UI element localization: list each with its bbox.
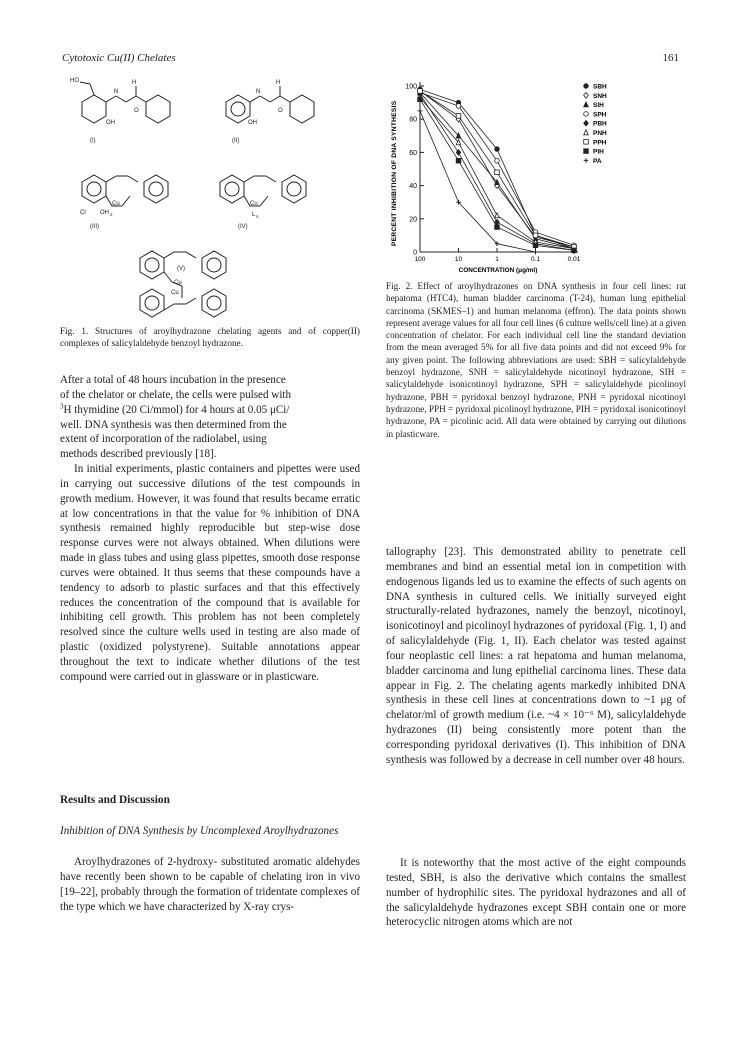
atom-ln: L — [252, 212, 256, 218]
data-point-pph — [495, 170, 500, 175]
structure-label-4: (IV) — [238, 224, 248, 230]
dna-inhibition-chart — [386, 76, 686, 276]
legend-label-pa: PA — [593, 157, 602, 165]
data-point-pih — [418, 97, 423, 102]
left-para-1-line-5: extent of incorporation of the radiolabel, using — [60, 433, 267, 446]
data-point-pa — [533, 250, 538, 255]
left-para-1-line-3 — [60, 403, 360, 418]
atom-cu: Cu — [174, 280, 182, 286]
data-point-sbh — [495, 147, 500, 152]
y-tick-label: 60 — [409, 149, 417, 157]
atom-o: O — [278, 108, 283, 114]
y-tick-label: 100 — [405, 83, 417, 91]
y-tick-label: 0 — [413, 249, 417, 257]
right-para-1: tallography [23]. This demonstrated ability to penetrate cell membranes and bind an essential metal ion in competition with endogenous ligands led us to examine the effects of such agents on DNA synthesis in cultured cells. We initially surveyed eight structurally-related hydrazones, namely the benzoyl, nicotinoyl, isonicotinoyl and picolinoyl hydrazones of pyridoxal (Fig. 1, I) and of salicylaldehyde (Fig. 1, II). Each chelator was tested against four neoplastic cell lines: a rat hepatoma and human melanoma, bladder carcinoma and lung epithelial carcinoma lines. These data appear in Fig. 2. The chelating agents markedly inhibited DNA synthesis in these cell lines at concentrations down to ~1 μg of chelator/ml of growth medium (i.e. ~4 × 10⁻⁶ M), salicylaldehyde hydrazones (II) being consistently more potent than the corresponding pyridoxal derivatives (I). This inhibition of DNA synthesis was followed by a decrease in cell number over 48 hours. — [386, 546, 686, 766]
subsection-heading: Inhibition of DNA Synthesis by Uncomplexed Aroylhydrazones — [60, 825, 339, 837]
data-point-sph — [495, 158, 500, 163]
left-para-2: In initial experiments, plastic containers and pipettes were used in carrying out successive dilutions of the test compounds in growth medium. However, it was found that results became erratic at low concentrations in that the value for % inhibition of DNA synthesis remained highly reproducible but step-wise dose response curves were not always obtained. When dilutions were made in glass tubes and using glass pipettes, smooth dose response curves were obtained. It thus seems that these compounds have a tendency to adsorb to plastic surfaces and that this effectively reduces the concentration of the compound that is available for inhibiting cell growth. This problem has not been completely resolved since the culture wells used in testing are also made of plastic (oxidized polystyrene). Suitable annotations appear throughout the text to indicate whether dilutions of the test compound were carried out in glassware or in plasticware. — [60, 463, 360, 683]
hydrogen-symbol: H — [63, 403, 72, 416]
y-tick-label: 80 — [409, 116, 417, 124]
left-para-1 — [60, 373, 360, 462]
atom-cu: Cu — [112, 201, 120, 207]
atom-oh2: OH — [100, 210, 109, 216]
legend-label-sbh: SBH — [593, 83, 607, 91]
atom-oh: OH — [248, 120, 257, 126]
atom-sub2: 2 — [110, 212, 113, 217]
x-tick-label: 0.1 — [530, 256, 541, 263]
atom-cl: Cl — [80, 210, 86, 216]
data-point-pa — [418, 109, 423, 114]
structure-label-3: (III) — [90, 224, 99, 230]
atom-sub-n: n — [256, 214, 259, 219]
data-point-pph — [533, 233, 538, 238]
left-para-1-line-6: methods described previously [18]. — [60, 448, 217, 461]
chart-axes — [405, 82, 580, 263]
legend-marker-snh — [584, 93, 589, 99]
legend-label-pnh: PNH — [593, 130, 607, 137]
legend-label-sph: SPH — [593, 111, 607, 119]
legend-label-pph: PPH — [593, 139, 607, 147]
data-point-pih — [495, 225, 500, 230]
atom-cu: Cu — [250, 201, 258, 207]
data-point-pih — [456, 158, 461, 163]
superscript-3: 3 — [60, 402, 64, 410]
structure-drawings — [60, 72, 360, 322]
legend-marker-pa — [584, 158, 589, 163]
structure-label-2: (II) — [232, 138, 240, 144]
left-para-1-line-4: well. DNA synthesis was then determined from the — [60, 418, 287, 431]
legend-marker-pph — [584, 140, 589, 145]
section-heading: Results and Discussion — [60, 794, 170, 806]
y-tick-label: 40 — [409, 183, 417, 191]
legend-marker-sph — [584, 112, 589, 117]
x-tick-label: 100 — [414, 256, 426, 263]
figure-2 — [386, 76, 686, 276]
atom-ho: HO — [70, 78, 79, 84]
data-point-pph — [456, 114, 461, 119]
atom-h: H — [132, 80, 137, 86]
legend-label-sih: SIH — [593, 102, 604, 110]
running-title: Cytotoxic Cu(II) Chelates — [62, 52, 176, 64]
y-tick-label: 20 — [409, 216, 417, 224]
data-point-pnh — [495, 213, 500, 218]
x-tick-label: 10 — [454, 256, 463, 263]
legend-marker-pih — [584, 149, 589, 154]
legend-marker-pbh — [584, 120, 589, 126]
atom-o: O — [134, 108, 139, 114]
structure-label-1: (I) — [90, 138, 96, 144]
atom-n: N — [256, 89, 261, 95]
left-para-1-line-1: After a total of 48 hours incubation in the presence — [60, 374, 286, 386]
left-para-1-line-2: of the chelator or chelate, the cells were pulsed with — [60, 388, 292, 401]
data-point-pih — [533, 243, 538, 248]
legend-label-snh: SNH — [593, 92, 607, 100]
x-tick-label: 1 — [495, 256, 499, 263]
atom-n: N — [114, 89, 119, 95]
x-tick-label: 0.01 — [567, 256, 581, 263]
data-point-sph — [456, 104, 461, 109]
figure-1 — [60, 72, 360, 327]
chart-legend — [584, 84, 607, 165]
page-number: 161 — [662, 52, 679, 64]
legend-marker-sih — [584, 102, 589, 107]
figure-2-caption: Fig. 2. Effect of aroylhydrazones on DNA synthesis in four cell lines: rat hepatoma (HTC4), human bladder carcinoma (T-24), human lung epithelial carcinoma (SKMES–1) and human melanoma (effron). The data points shown represent average values for all four cell lines (6 culture wells/cell line) at a given concentration of chelator. For each individual cell line the standard deviation from the mean averaged 5% for all five data points and did not exceed 9% for any given point. The following abbreviations are used: SBH = salicylaldehyde benzoyl hydrazone, SNH = salicylaldehyde nicotinoyl hydrazone, SIH = salicylaldehyde isonicotinoyl hydrazone, SPH = salicylaldehyde picolinoyl hydrazone, PBH = pyridoxal benzoyl hydrazone, PNH = pyridoxal nicotinoyl hydrazone, PPH = pyridoxal picolinoyl hydrazone, PIH = pyridoxal isonicotinoyl hydrazone, PA = picolinic acid. All data were obtained by carrying out dilutions in plasticware. — [386, 281, 686, 439]
legend-marker-pnh — [584, 130, 589, 135]
legend-label-pbh: PBH — [593, 120, 607, 128]
figure-1-caption: Fig. 1. Structures of aroylhydrazone chelating agents and of copper(II) complexes of salicylaldehyde benzoyl hydrazone. — [60, 326, 360, 349]
atom-h: H — [276, 80, 281, 86]
left-para-1-line-3-text: thymidine (20 Ci/mmol) for 4 hours at 0.05 μCi/ — [74, 403, 290, 416]
x-axis-label: CONCENTRATION (μg/ml) — [458, 267, 538, 274]
data-point-pph — [418, 89, 423, 94]
right-para-2: It is noteworthy that the most active of the eight compounds tested, SBH, is also the derivative which contains the smallest number of hydrophilic sites. The pyridoxal hydrazones and all of the salicylaldehyde hydrazones except SBH contain one or more heterocyclic nitrogen atoms which are not — [386, 857, 686, 929]
left-para-3: Aroylhydrazones of 2-hydroxy- substituted aromatic aldehydes have recently been shown to be capable of chelating iron in vivo [19–22], probably through the formation of tridentate complexes of the type which we have characterized by X-ray crys- — [60, 856, 360, 913]
atom-oh: OH — [106, 120, 115, 126]
legend-marker-sbh — [584, 84, 589, 89]
y-axis-label: PERCENT INHIBITION OF DNA SYNTHESIS — [391, 100, 398, 246]
atom-cu: Cu — [171, 290, 179, 296]
chart-series — [418, 87, 577, 254]
structure-label-5: (V) — [177, 266, 185, 272]
legend-label-pih: PIH — [593, 148, 604, 156]
